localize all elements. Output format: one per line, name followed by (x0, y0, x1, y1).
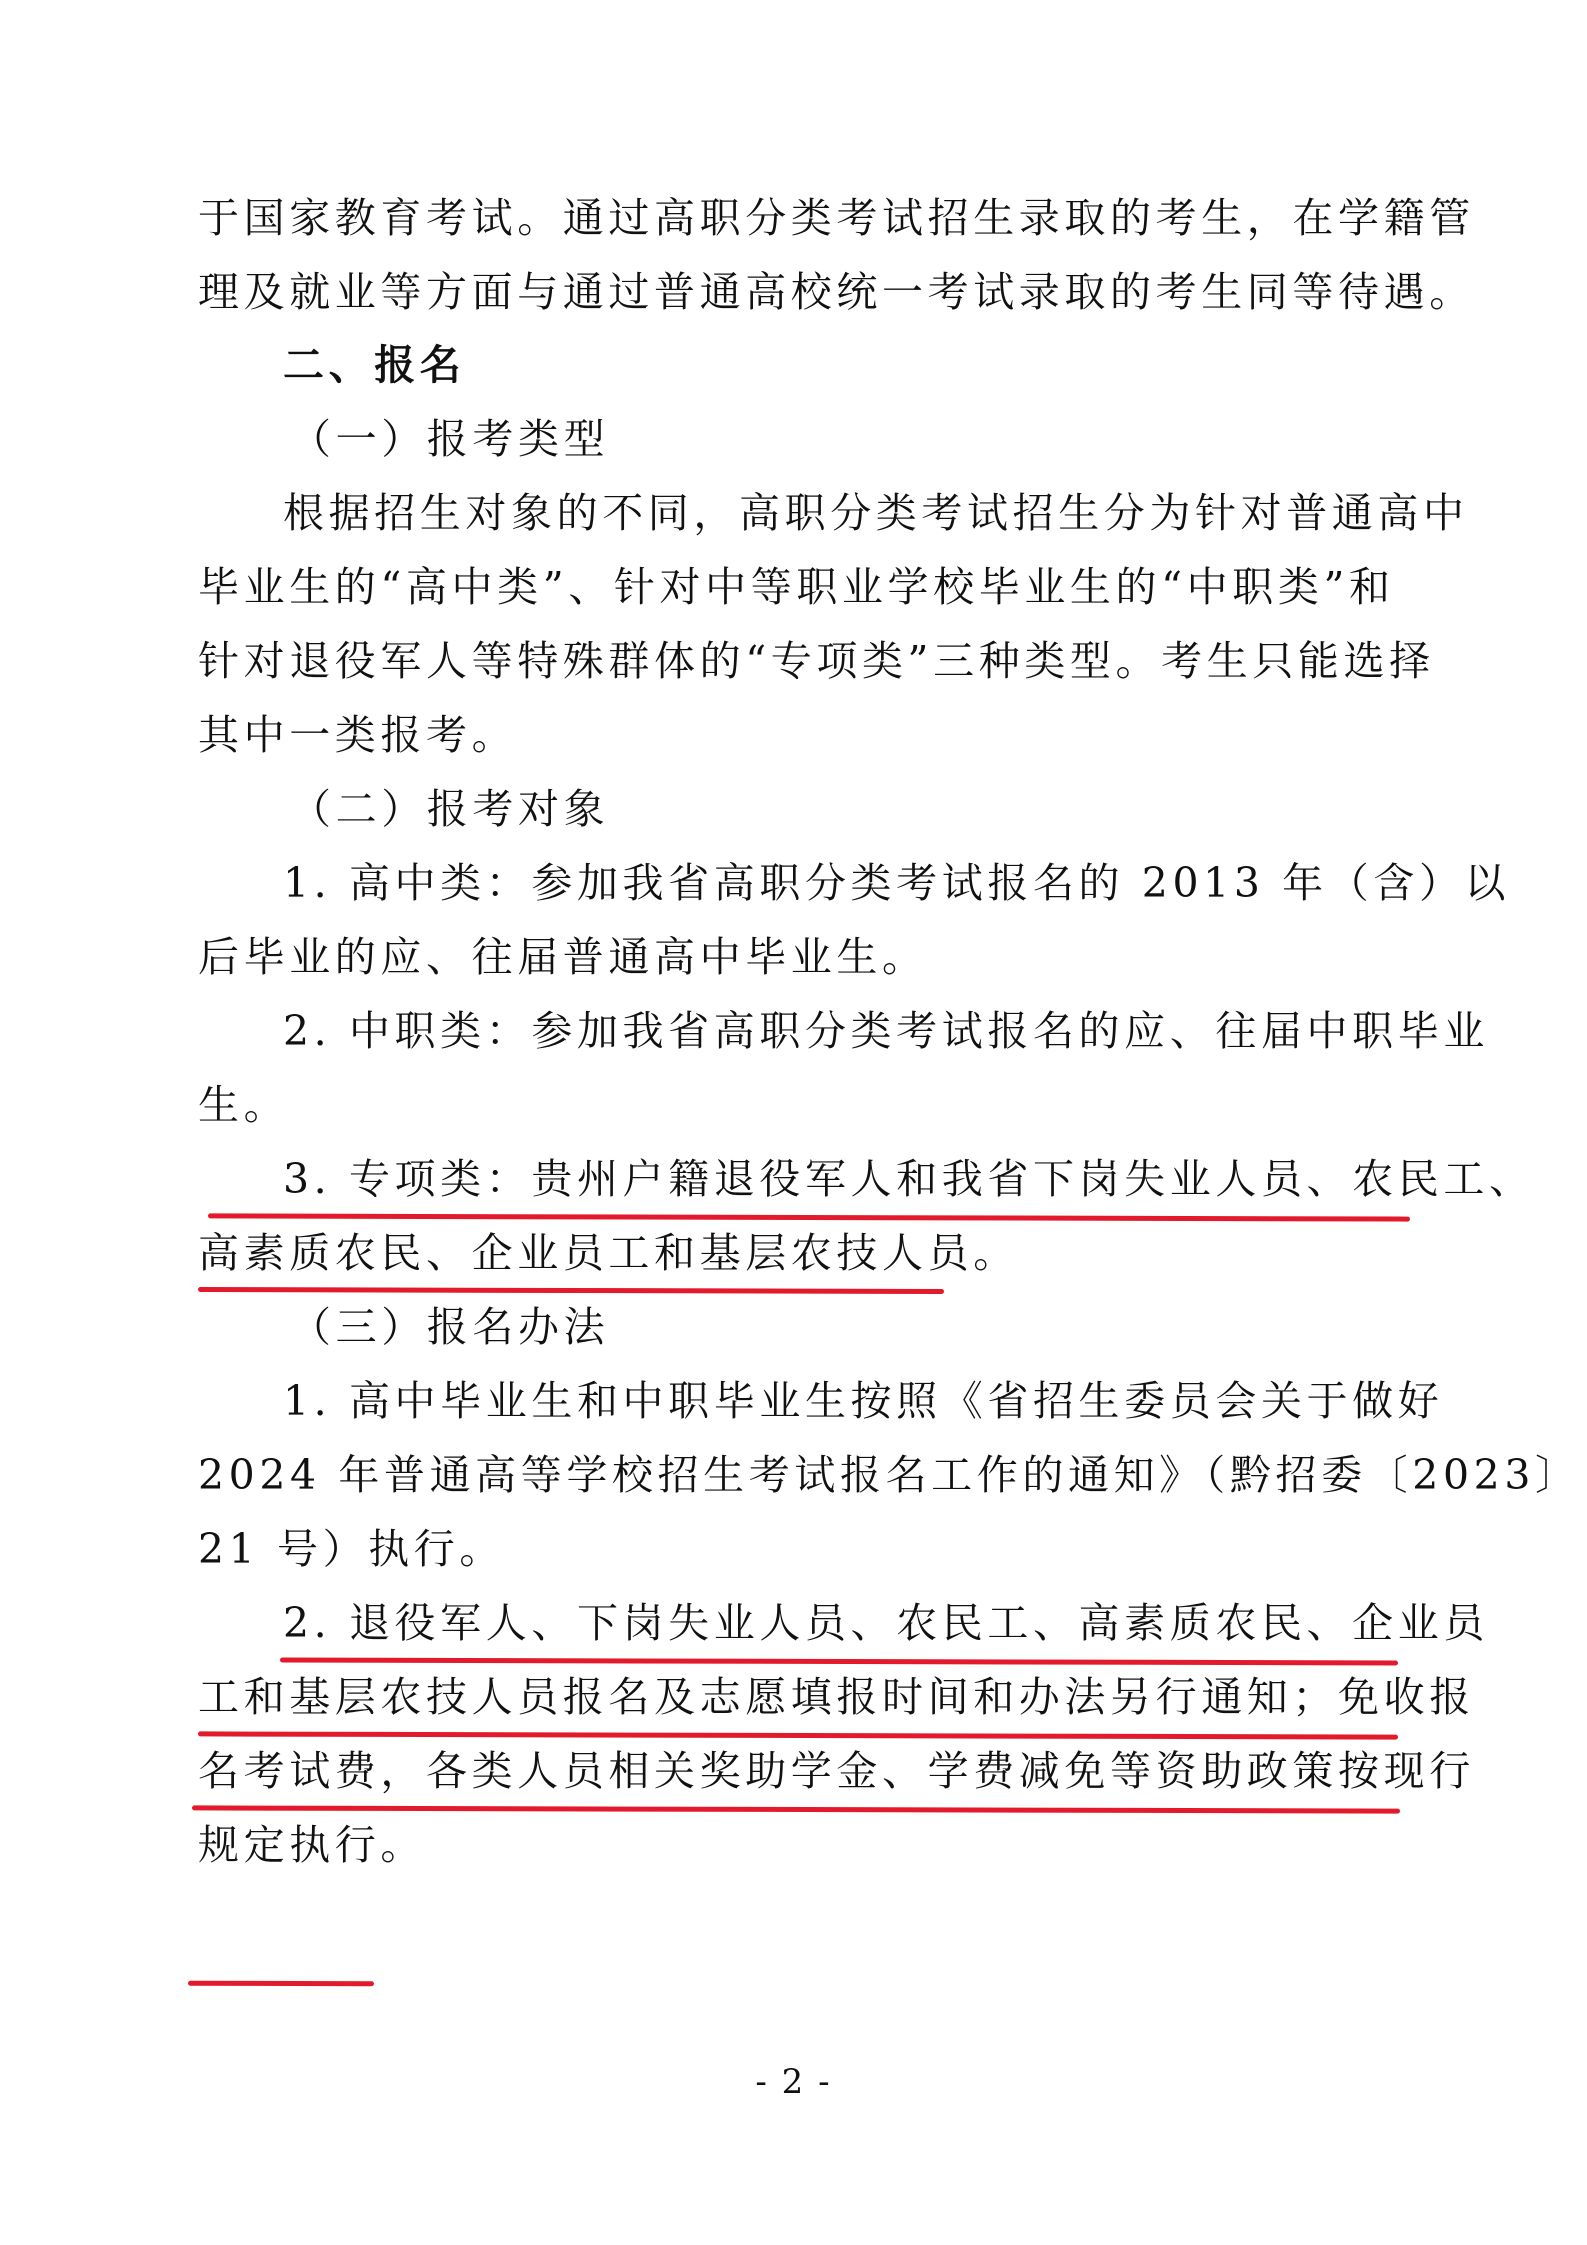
body-text-line: 高素质农民、企业员工和基层农技人员。 (198, 1229, 1019, 1277)
list-item-special-groups: 2. 退役军人、下岗失业人员、农民工、高素质农民、企业员 (283, 1599, 1489, 1647)
body-text-line: 毕业生的“高中类”、针对中等职业学校毕业生的“中职类”和 (198, 563, 1395, 611)
list-item-special-category: 3. 专项类：贵州户籍退役军人和我省下岗失业人员、农民工、 (283, 1155, 1535, 1203)
list-item-vocational: 2. 中职类：参加我省高职分类考试报名的应、往届中职毕业 (283, 1007, 1489, 1055)
body-text-line: 21 号）执行。 (198, 1525, 506, 1573)
body-text-line: 2024 年普通高等学校招生考试报名工作的通知》（黔招委〔2023〕 (198, 1451, 1581, 1499)
list-item-graduates: 1. 高中毕业生和中职毕业生按照《省招生委员会关于做好 (283, 1377, 1444, 1425)
section-heading-registration: 二、报名 (283, 341, 466, 389)
red-underline-annotation (188, 1981, 374, 1986)
body-text-line: 理及就业等方面与通过普通高校统一考试录取的考生同等待遇。 (198, 268, 1475, 316)
page-number: - 2 - (755, 2062, 832, 2102)
body-text-line: 针对退役军人等特殊群体的“专项类”三种类型。考生只能选择 (198, 637, 1435, 685)
body-text-line: 于国家教育考试。通过高职分类考试招生录取的考生，在学籍管 (198, 194, 1475, 242)
list-item-high-school: 1. 高中类：参加我省高职分类考试报名的 2013 年（含）以 (283, 859, 1511, 907)
body-text-line: 根据招生对象的不同，高职分类考试招生分为针对普通高中 (283, 489, 1469, 537)
body-text-line: 名考试费，各类人员相关奖助学金、学费减免等资助政策按现行 (198, 1747, 1475, 1795)
body-text-line: 规定执行。 (198, 1821, 426, 1869)
body-text-line: 生。 (198, 1081, 290, 1129)
body-text-line: 工和基层农技人员报名及志愿填报时间和办法另行通知；免收报 (198, 1673, 1475, 1721)
subsection-heading-registration-method: （三）报名办法 (290, 1303, 610, 1351)
subsection-heading-eligible-applicants: （二）报考对象 (290, 785, 610, 833)
subsection-heading-exam-types: （一）报考类型 (290, 415, 610, 463)
body-text-line: 其中一类报考。 (198, 711, 518, 759)
body-text-line: 后毕业的应、往届普通高中毕业生。 (198, 933, 928, 981)
